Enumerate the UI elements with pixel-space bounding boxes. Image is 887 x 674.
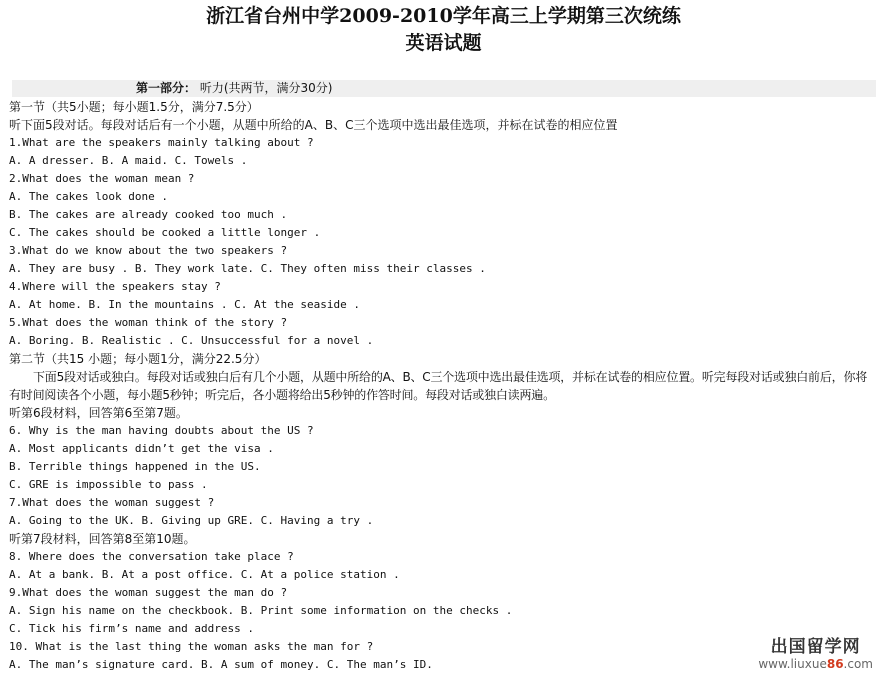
- question-line: 10. What is the last thing the woman asks the man for ?: [9, 640, 374, 653]
- option-line: B. Terrible things happened in the US.: [9, 460, 261, 473]
- material-heading: 听第6段材料，回答第6至第7题。: [9, 406, 188, 420]
- question-line: 6. Why is the man having doubts about the US ?: [9, 424, 314, 437]
- option-line: A. Most applicants didn’t get the visa .: [9, 442, 274, 455]
- option-line: A. At home. B. In the mountains . C. At the seaside .: [9, 298, 360, 311]
- material-heading: 听第7段材料，回答第8至第10题。: [9, 532, 196, 546]
- option-line: A. They are busy . B. They work late. C. They often miss their classes .: [9, 262, 486, 275]
- option-line: A. A dresser. B. A maid. C. Towels .: [9, 154, 248, 167]
- option-line: A. The man’s signature card. B. A sum of money. C. The man’s ID.: [9, 658, 433, 671]
- section1-instructions: 听下面5段对话。每段对话后有一个小题，从题中所给的A、B、C三个选项中选出最佳选项，并标在试卷的相应位置: [9, 118, 618, 132]
- option-line: A. Boring. B. Realistic . C. Unsuccessful for a novel .: [9, 334, 374, 347]
- question-line: 4.Where will the speakers stay ?: [9, 280, 221, 293]
- option-line: A. At a bank. B. At a post office. C. At a police station .: [9, 568, 400, 581]
- option-line: A. Going to the UK. B. Giving up GRE. C. Having a try .: [9, 514, 374, 527]
- watermark-url: [758, 657, 873, 671]
- option-line: C. GRE is impossible to pass .: [9, 478, 208, 491]
- part1-label: 第一部分：: [136, 81, 197, 95]
- watermark-url-suffix: .com: [843, 657, 873, 671]
- option-line: C. Tick his firm’s name and address .: [9, 622, 255, 635]
- part1-header: [12, 80, 876, 97]
- question-line: 8. Where does the conversation take place ?: [9, 550, 294, 563]
- section1-heading: 第一节（共5小题；每小题1.5分，满分7.5分）: [9, 100, 259, 114]
- section2-instructions: 下面5段对话或独白。每段对话或独白后有几个小题，从题中所给的A、B、C三个选项中选出最佳选项，并标在试卷的相应位置。听完每段对话或独白前后，你将有时间阅读各个小题，每小题5秒钟；听完后，各小题将给出5秒钟的作答时间。每段对话或独白读两遍。: [9, 370, 868, 402]
- option-line: A. Sign his name on the checkbook. B. Print some information on the checks .: [9, 604, 513, 617]
- site-watermark: [758, 637, 873, 671]
- question-line: 3.What do we know about the two speakers ?: [9, 244, 288, 257]
- question-line: 2.What does the woman mean ?: [9, 172, 195, 185]
- watermark-url-highlight: 86: [826, 657, 844, 671]
- section2-heading: 第二节（共15 小题；每小题1分，满分22.5分）: [9, 352, 267, 366]
- option-line: B. The cakes are already cooked too much .: [9, 208, 288, 221]
- question-line: 9.What does the woman suggest the man do ?: [9, 586, 288, 599]
- question-line: 1.What are the speakers mainly talking about ?: [9, 136, 314, 149]
- option-line: A. The cakes look done .: [9, 190, 168, 203]
- document-subtitle: 英语试题: [405, 32, 482, 54]
- watermark-name: 出国留学网: [770, 637, 861, 657]
- question-line: 7.What does the woman suggest ?: [9, 496, 215, 509]
- question-line: 5.What does the woman think of the story ?: [9, 316, 288, 329]
- watermark-url-prefix: www.liuxue: [758, 657, 827, 671]
- option-line: C. The cakes should be cooked a little longer .: [9, 226, 321, 239]
- document-title: 浙江省台州中学2009-2010学年高三上学期第三次统练: [206, 5, 681, 27]
- part1-text: 听力(共两节，满分30分): [199, 81, 333, 95]
